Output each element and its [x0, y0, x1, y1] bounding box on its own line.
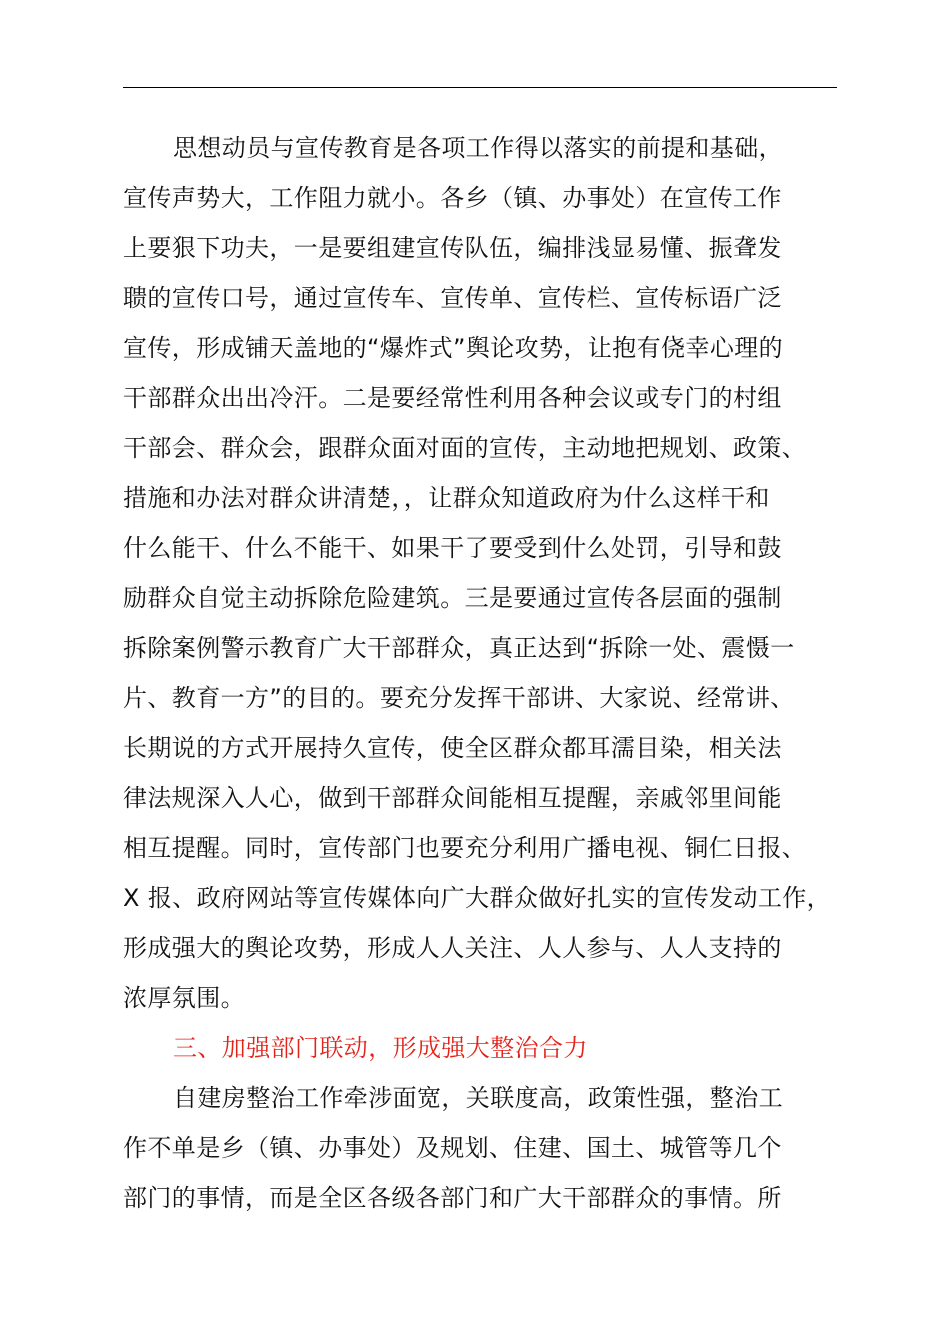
paragraph-line: 措施和办法对群众讲清楚，，让群众知道政府为什么这样干和: [123, 484, 770, 512]
paragraph-line: 浓厚氛围。: [123, 984, 245, 1012]
paragraph-line: 宣传声势大，工作阻力就小。各乡（镇、办事处）在宣传工作: [123, 184, 782, 212]
paragraph-line: 长期说的方式开展持久宣传，使全区群众都耳濡目染，相关法: [123, 734, 782, 762]
paragraph-line: 励群众自觉主动拆除危险建筑。三是要通过宣传各层面的强制: [123, 584, 782, 612]
section-heading: 三、加强部门联动，形成强大整治合力: [173, 1034, 588, 1062]
paragraph-line: 聩的宣传口号，通过宣传车、宣传单、宣传栏、宣传标语广泛: [123, 284, 782, 312]
paragraph-line: 相互提醒。同时，宣传部门也要充分利用广播电视、铜仁日报、: [123, 834, 807, 862]
paragraph-line: 干部群众出出冷汗。二是要经常性利用各种会议或专门的村组: [123, 384, 782, 412]
paragraph-line: 思想动员与宣传教育是各项工作得以落实的前提和基础，: [173, 134, 783, 162]
paragraph-line: 干部会、群众会，跟群众面对面的宣传，主动地把规划、政策、: [123, 434, 807, 462]
paragraph-line: 拆除案例警示教育广大干部群众，真正达到“拆除一处、震慑一: [123, 634, 795, 662]
paragraph-line: 形成强大的舆论攻势，形成人人关注、人人参与、人人支持的: [123, 934, 782, 962]
paragraph-line: 自建房整治工作牵涉面宽，关联度高，政策性强，整治工: [173, 1084, 783, 1112]
paragraph-line: 宣传，形成铺天盖地的“爆炸式”舆论攻势，让抱有侥幸心理的: [123, 334, 784, 362]
paragraph-line: 律法规深入人心，做到干部群众间能相互提醒，亲戚邻里间能: [123, 784, 782, 812]
paragraph-line: X 报、政府网站等宣传媒体向广大群众做好扎实的宣传发动工作，: [123, 884, 832, 912]
header-rule: [123, 87, 837, 88]
paragraph-line: 上要狠下功夫，一是要组建宣传队伍，编排浅显易懂、振聋发: [123, 234, 782, 262]
paragraph-line: 部门的事情，而是全区各级各部门和广大干部群众的事情。所: [123, 1184, 782, 1212]
paragraph-line: 片、教育一方”的目的。要充分发挥干部讲、大家说、经常讲、: [123, 684, 795, 712]
paragraph-line: 什么能干、什么不能干、如果干了要受到什么处罚，引导和鼓: [123, 534, 782, 562]
paragraph-line: 作不单是乡（镇、办事处）及规划、住建、国土、城管等几个: [123, 1134, 782, 1162]
